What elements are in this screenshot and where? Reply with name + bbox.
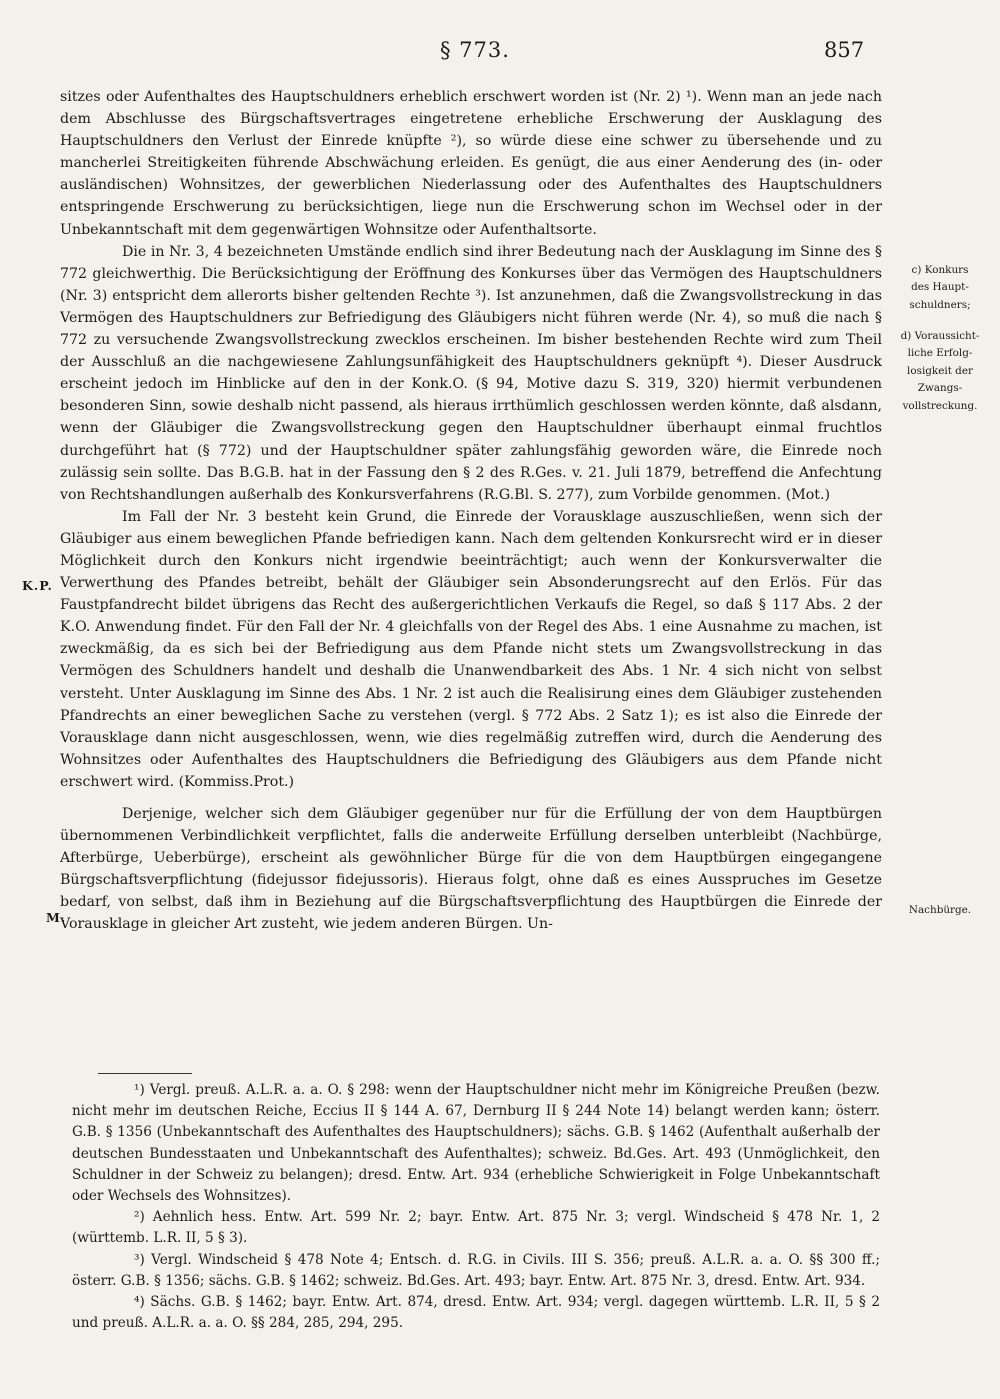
footnote-4: ⁴) Sächs. G.B. § 1462; bayr. Entw. Art. 874, dresd. Entw. Art. 934; vergl. dagegen württemb. L.R. II, 5 § 2 und preuß. A.L.R. a. a. O. §§ 284, 285, 294, 295. [72, 1294, 880, 1332]
margin-note-line: d) Voraussicht- [900, 330, 980, 342]
footnote-divider [98, 1073, 192, 1074]
siglum-m: M. [46, 910, 67, 925]
paragraph-continuation: sitzes oder Aufenthaltes des Hauptschuldners erheblich erschwert worden ist (Nr. 2) ¹). Wenn man an jede nach dem Abschlusse des Bürgschaftsvertrages eingetretene erhebliche Erschwerung der Ausklagung des Hauptschuldners den Verlust der Einrede knüpfte ²), so würde diese eine schwer zu übersehende und zu mancherlei Streitigkeiten führende Abschwächung erleiden. Es genügt, die aus einer Aenderung des (in- oder ausländischen) Wohnsitzes, der gewerblichen Niederlassung oder des Aufenthaltes des Hauptschuldners entspringende Erschwerung zu berücksichtigen, liege nun die Erschwerung schon im Wechsel oder in der Unbekanntschaft mit dem gegenwärtigen Wohnsitze oder Aufenthaltsorte. [60, 89, 882, 238]
margin-note-vollstreckung [884, 328, 996, 415]
margin-note-line: des Haupt- [911, 281, 969, 294]
margin-note-line: Nachbürge. [908, 904, 972, 916]
margin-note-line: losigkeit der [907, 364, 973, 377]
main-text [60, 86, 882, 936]
paragraph-gap [60, 793, 882, 803]
paragraph-konkurs: Die in Nr. 3, 4 bezeichneten Umstände endlich sind ihrer Bedeutung nach der Ausklagung im Sinne des § 772 gleichwerthig. Die Berücksichtigung der Eröffnung des Konkurses über das Vermögen des Hauptschuldners (Nr. 3) entspricht dem allerorts bisher geltenden Rechte ³). Ist anzunehmen, daß die Zwangsvollstreckung in das Vermögen des Hauptschuldners zur Befriedigung des Gläubigers nicht führen werde (Nr. 4), so muß die nach § 772 zu versuchende Zwangsvollstreckung zwecklos erscheinen. Im bisher bestehenden Rechte wird zum Theil der Ausschluß an die nachgewiesene Zahlungsunfähigkeit des Hauptschuldners geknüpft ⁴). Dieser Ausdruck erscheint jedoch im Hinblicke auf den in der Konk.O. (§ 94, Motive dazu S. 319, 320) hiermit verbundenen besonderen Sinn, sowie deshalb nicht passend, als hieraus irrthümlich geschlossen werden könnte, daß alsdann, wenn der Gläubiger die Zwangsvollstreckung gegen den Hauptschuldner überhaupt einmal fruchtlos durchgeführt hat (§ 772) und der Hauptschuldner später zahlungsfähig geworden wäre, die Einrede noch zulässig sein sollte. Das B.G.B. hat in der Fassung den § 2 des R.Ges. v. 21. Juli 1879, betreffend die Anfechtung von Rechtshandlungen außerhalb des Konkursverfahrens (R.G.Bl. S. 277), zum Vorbilde genommen. (Mot.) [60, 243, 882, 503]
footnote-3: ³) Vergl. Windscheid § 478 Note 4; Entsch. d. R.G. in Civils. III S. 356; preuß. A.L.R. a. a. O. §§ 300 ff.; österr. G.B. § 1356; sächs. G.B. § 1462; schweiz. Bd.Ges. Art. 493; bayr. Entw. Art. 875 Nr. 3, dresd. Entw. Art. 934. [72, 1251, 880, 1289]
paragraph-nachbuerge: Derjenige, welcher sich dem Gläubiger gegenüber nur für die Erfüllung der von dem Hauptbürgen übernommenen Verbindlichkeit verpflichtet, falls die anderweite Erfüllung derselben unterbleibt (Nachbürge, Afterbürge, Ueberbürge), erscheint als gewöhnlicher Bürge für die von dem Hauptbürgen eingegangene Bürgschaftsverpflichtung (fidejussor fidejussoris). Hieraus folgt, ohne daß es eines Ausspruches im Gesetze bedarf, von selbst, daß ihm in Beziehung auf die Bürgschaftsverpflichtung des Hauptbürgen die Einrede der Vorausklage in gleicher Art zusteht, wie jedem anderen Bürgen. Un- [60, 806, 882, 933]
margin-note-line: liche Erfolg- [907, 347, 973, 360]
footnotes [72, 1080, 880, 1334]
footnote-1: ¹) Vergl. preuß. A.L.R. a. a. O. § 298: wenn der Hauptschuldner nicht mehr im Königreiche Preußen (bezw. nicht mehr im deutschen Reiche, Eccius II § 144 A. 67, Dernburg II § 244 Note 14) belangt werden kann; österr. G.B. § 1356 (Unbekanntschaft des Aufenthaltes des Hauptschuldners); sächs. G.B. § 1462 (Aufenthalt außerhalb der deutschen Bundesstaaten und Unbekanntschaft des Aufenthaltes); schweiz. Bd.Ges. Art. 493 (Unmöglichkeit, den Schuldner in der Schweiz zu belangen); dresd. Entw. Art. 934 (erhebliche Schwierigkeit in Folge Unbekanntschaft oder Wechsels des Wohnsitzes). [72, 1082, 880, 1205]
margin-note-line: vollstreckung. [902, 399, 978, 412]
margin-note-konkurs [884, 262, 996, 314]
section-heading: § 773. [440, 38, 510, 62]
margin-note-nachbuerge [884, 902, 996, 919]
margin-note-line: Zwangs- [917, 382, 963, 395]
page-number: 857 [824, 38, 865, 62]
running-header [0, 38, 1000, 68]
siglum-kp: K.P. [22, 578, 53, 593]
margin-note-line: schuldners; [909, 298, 971, 311]
footnote-2: ²) Aehnlich hess. Entw. Art. 599 Nr. 2; bayr. Entw. Art. 875 Nr. 3; vergl. Windscheid § 478 Nr. 1, 2 (württemb. L.R. II, 5 § 3). [72, 1209, 880, 1247]
margin-note-line: c) Konkurs [911, 264, 969, 276]
paragraph-kommission: Im Fall der Nr. 3 besteht kein Grund, die Einrede der Vorausklage auszuschließen, wenn sich der Gläubiger aus einem beweglichen Pfande befriedigen kann. Nach dem geltenden Konkursrecht wird er in dieser Möglichkeit durch den Konkurs nicht irgendwie beeinträchtigt; auch wenn der Konkursverwalter die Verwerthung des Pfandes betreibt, behält der Gläubiger sein Absonderungsrecht auf den Erlös. Für das Faustpfandrecht bildet übrigens das Recht des außergerichtlichen Verkaufs die Regel, so daß § 117 Abs. 2 der K.O. Anwendung findet. Für den Fall der Nr. 4 gleichfalls von der Regel des Abs. 1 eine Ausnahme zu machen, ist zweckmäßig, da es sich bei der Befriedigung aus dem Pfande nicht stets um Zwangsvollstreckung in das Vermögen des Schuldners handelt und deshalb die Unanwendbarkeit des Abs. 1 Nr. 4 sich nicht von selbst versteht. Unter Ausklagung im Sinne des Abs. 1 Nr. 2 ist auch die Realisirung eines dem Gläubiger zustehenden Pfandrechts an einer beweglichen Sache zu verstehen (vergl. § 772 Abs. 2 Satz 1); es ist also die Einrede der Vorausklage dann nicht ausgeschlossen, wenn, wie dies regelmäßig zutreffen wird, durch die Aenderung des Wohnsitzes oder Aufenthaltes des Hauptschuldners die Befriedigung des Gläubigers aus dem Pfande nicht erschwert wird. (Kommiss.Prot.) [60, 508, 882, 790]
